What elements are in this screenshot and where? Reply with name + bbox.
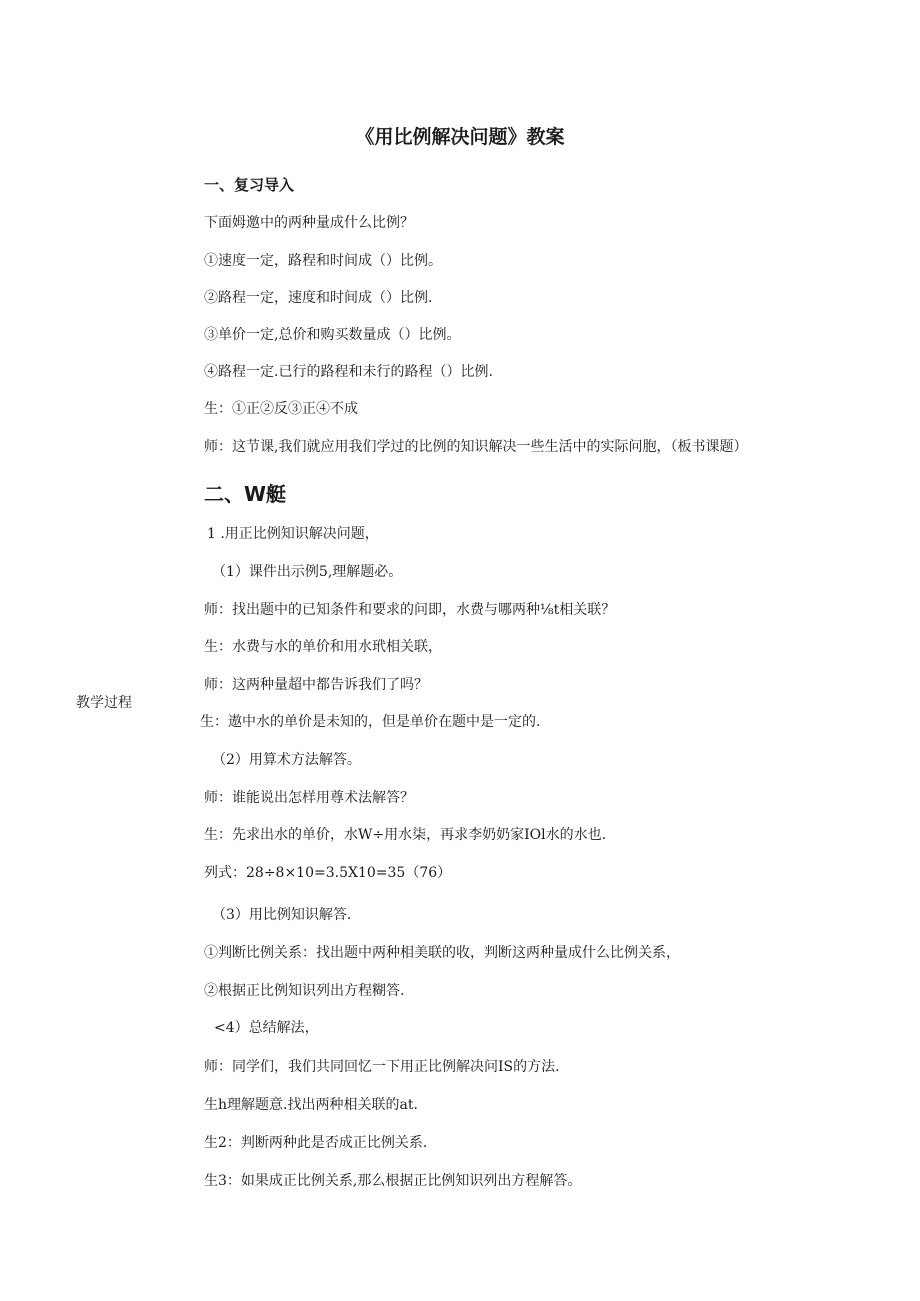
- text-line: 生h理解题意.找出两种相关联的at.: [204, 1097, 418, 1113]
- text-line: ②根据正比例知识列出方程糊答.: [204, 983, 405, 999]
- text-line: 列式：28÷8×10=3.5X10=35（76）: [204, 865, 452, 881]
- text-line: （3）用比例知识解答.: [212, 907, 352, 923]
- text-line: 生：水费与水的单价和用水玳相关联，: [204, 639, 442, 655]
- section-heading-review: 一、复习导入: [204, 176, 295, 194]
- text-line: （1）课件出示例5,理解题必。: [212, 564, 403, 580]
- text-line: ①速度一定，路程和时间成（）比例。: [204, 253, 442, 269]
- text-line: 师：谁能说出怎样用尊术法解答？: [204, 790, 414, 806]
- text-line: 师：找出题中的已知条件和要求的问即，水费与哪两种⅛t相关联？: [204, 602, 616, 618]
- text-line: 生3：如果成正比例关系,那么根据正比例知识列出方程解答。: [204, 1173, 582, 1189]
- text-line: ②路程一定，速度和时间成（）比例.: [204, 290, 433, 306]
- text-line: 师：同学们，我们共同回忆一下用正比例解决问IS的方法.: [204, 1059, 560, 1075]
- text-line: 下面姆邀中的两种量成什么比例？: [204, 215, 414, 231]
- text-line: ③单价一定,总价和购买数量成（）比例。: [204, 327, 461, 343]
- text-line: 师：这节课,我们就应用我们学过的比例的知识解决一些生活中的实际问胞，（板书课题）: [204, 439, 748, 455]
- text-line: ④路程一定.已行的路程和未行的路程（）比例.: [204, 364, 493, 380]
- section-heading-new: 二、W艇: [204, 482, 287, 506]
- text-line: 师：这两种量超中都告诉我们了吗？: [204, 677, 428, 693]
- side-label: 教学过程: [76, 695, 132, 711]
- text-line: 生：①正②反③正④不成: [204, 401, 358, 417]
- text-line: 1 .用正比例知识解决问题，: [207, 526, 379, 542]
- text-line: <4）总结解法，: [214, 1020, 319, 1036]
- text-line: 生：遨中水的单价是未知的，但是单价在题中是一定的.: [200, 714, 541, 730]
- text-line: （2）用算术方法解答。: [212, 752, 361, 768]
- page-title: 《用比例解决问题》教案: [355, 126, 565, 148]
- text-line: 生2：判断两种此是否成正比例关系.: [204, 1135, 428, 1151]
- text-line: 生：先求出水的单价，水W÷用水柒，再求李奶奶家IOl水的水也.: [204, 827, 607, 843]
- text-line: ①判断比例关系：找出题中两种相美联的收，判断这两种量成什么比例关系，: [204, 945, 680, 961]
